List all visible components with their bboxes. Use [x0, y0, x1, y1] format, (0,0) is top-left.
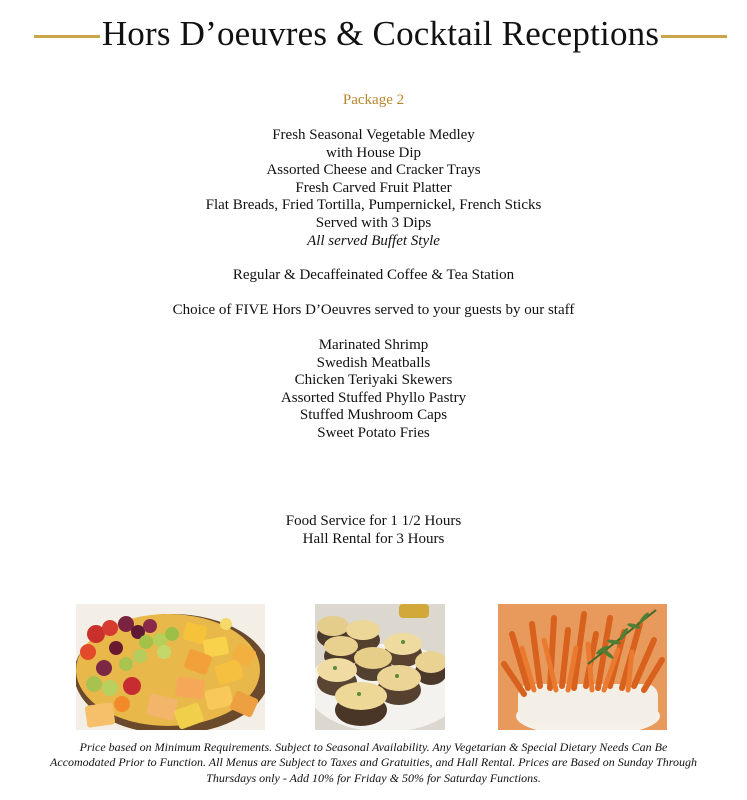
footnote-line: Thursdays only - Add 10% for Friday & 50% for Saturday Functions. — [206, 770, 541, 785]
header-rule-right — [661, 35, 727, 38]
footnote-line: Price based on Minimum Requirements. Subject to Seasonal Availability. Any Vegetarian & Special Dietary Needs Can Be — [79, 740, 668, 754]
hors-doeuvres-list — [0, 337, 747, 443]
package-label: Package 2 — [342, 92, 405, 108]
coffee-station — [0, 267, 747, 285]
choice-text: Choice of FIVE Hors D’Oeuvres served to your guests by our staff — [172, 302, 575, 318]
service-info — [0, 513, 747, 548]
choice-note — [0, 302, 747, 320]
fruit-platter-photo — [76, 604, 265, 730]
list-item: Chicken Teriyaki Skewers — [294, 372, 453, 389]
page-title: Hors D’oeuvres & Cocktail Receptions — [101, 14, 660, 53]
buffet-list — [0, 127, 747, 250]
hall-rental-text: Hall Rental for 3 Hours — [302, 530, 445, 547]
footnote-line: Accomodated Prior to Function. All Menus are Subject to Taxes and Gratuities, and Hall Rental. Prices are Based on Sunday Through — [50, 755, 697, 770]
list-item: Served with 3 Dips — [315, 214, 432, 231]
list-item: Swedish Meatballs — [316, 354, 431, 371]
list-item: Fresh Seasonal Vegetable Medley — [272, 127, 475, 143]
list-item: with House Dip — [326, 144, 421, 161]
list-item: Fresh Carved Fruit Platter — [295, 179, 452, 196]
sweet-potato-fries-photo — [498, 604, 667, 730]
coffee-text: Regular & Decaffeinated Coffee & Tea Station — [232, 267, 515, 283]
pricing-footnote — [30, 740, 717, 786]
list-item: Flat Breads, Fried Tortilla, Pumpernickel, French Sticks — [205, 197, 542, 214]
buffet-style-note: All served Buffet Style — [307, 232, 440, 249]
stuffed-mushrooms-photo — [315, 604, 445, 730]
food-service-text: Food Service for 1 1/2 Hours — [285, 513, 462, 529]
list-item: Sweet Potato Fries — [317, 424, 430, 441]
list-item: Marinated Shrimp — [318, 337, 429, 353]
list-item: Assorted Stuffed Phyllo Pastry — [280, 389, 467, 406]
header-rule-left — [34, 35, 100, 38]
list-item: Assorted Cheese and Cracker Trays — [266, 162, 481, 179]
list-item: Stuffed Mushroom Caps — [299, 407, 448, 424]
page-header — [0, 10, 747, 58]
